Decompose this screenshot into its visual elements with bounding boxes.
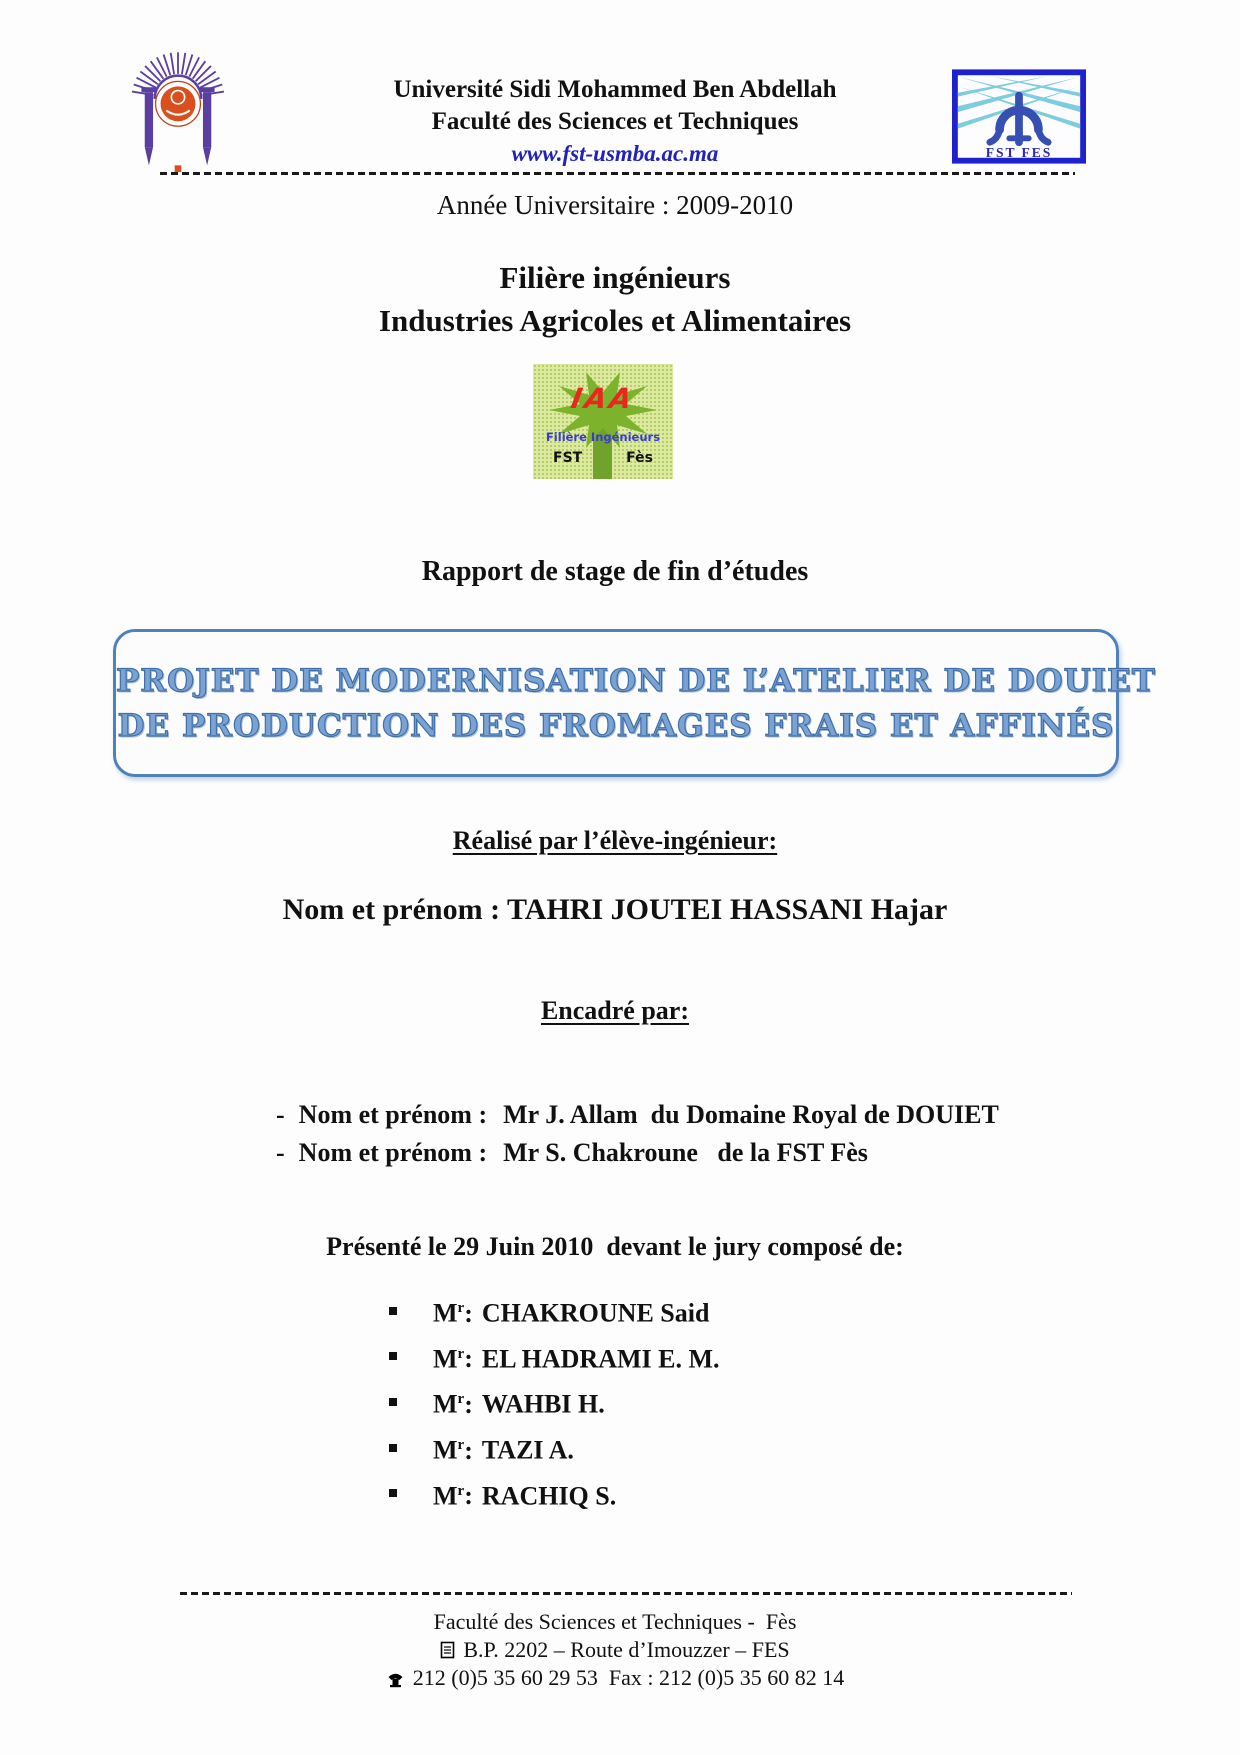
iaa-caption: Filière Ingénieurs <box>545 430 661 444</box>
footer <box>0 1608 1230 1692</box>
mail-icon <box>440 1641 455 1659</box>
footer-address-row <box>0 1636 1230 1664</box>
jury-prefix: M <box>433 1298 458 1328</box>
iaa-bottom-labels <box>533 450 673 466</box>
jury-intro: Présenté le 29 Juin 2010 devant le jury composé de: <box>326 1232 904 1261</box>
supervisor-value: Mr S. Chakroune de la FST Fès <box>503 1138 868 1167</box>
jury-member-name: TAZI A. <box>481 1435 574 1465</box>
iaa-fst-label: FST <box>553 450 583 466</box>
jury-member-name: WAHBI H. <box>481 1389 605 1419</box>
jury-member-name: CHAKROUNE Said <box>481 1298 710 1328</box>
iaa-fes-label: Fès <box>626 450 653 466</box>
dash-marker: - <box>276 1100 285 1129</box>
bullet-square-icon <box>389 1444 397 1452</box>
jury-member <box>389 1379 720 1425</box>
jury-list <box>389 1288 720 1516</box>
iaa-logo <box>533 364 673 479</box>
jury-separator: : <box>464 1344 473 1374</box>
jury-separator: : <box>464 1389 473 1419</box>
footer-address: B.P. 2202 – Route d’Imouzzer – FES <box>463 1637 790 1662</box>
footer-divider <box>180 1592 1072 1595</box>
jury-prefix: M <box>433 1435 458 1465</box>
report-title-line2: DE PRODUCTION DES FROMAGES FRAIS ET AFFINÉS <box>117 707 1115 744</box>
jury-separator: : <box>464 1435 473 1465</box>
dash-marker: - <box>276 1138 285 1167</box>
supervisors-list <box>276 1096 999 1172</box>
bullet-square-icon <box>389 1307 397 1315</box>
faculty-name: Faculté des Sciences et Techniques <box>431 108 799 135</box>
jury-prefix: M <box>433 1389 458 1419</box>
title-box <box>113 629 1156 777</box>
bullet-square-icon <box>389 1489 397 1497</box>
jury-prefix: M <box>433 1344 458 1374</box>
jury-member <box>389 1425 720 1471</box>
iaa-acronym: IAA <box>568 382 638 415</box>
jury-member <box>389 1288 720 1334</box>
jury-separator: : <box>464 1481 473 1511</box>
bullet-square-icon <box>389 1398 397 1406</box>
fst-logo-caption: FST FES <box>985 144 1053 160</box>
university-name: Université Sidi Mohammed Ben Abdellah <box>393 76 837 103</box>
jury-prefix-sup: r <box>457 1345 465 1362</box>
bullet-square-icon <box>389 1352 397 1360</box>
program-line1: Filière ingénieurs <box>499 260 731 295</box>
website-link[interactable]: www.fst-usmba.ac.ma <box>511 141 719 166</box>
supervisor-value: Mr J. Allam du Domaine Royal de DOUIET <box>503 1100 999 1129</box>
jury-prefix-sup: r <box>457 1482 465 1499</box>
fst-fes-logo <box>952 68 1086 165</box>
academic-year: Année Universitaire : 2009-2010 <box>436 190 794 220</box>
jury-member <box>389 1334 720 1380</box>
jury-separator: : <box>464 1298 473 1328</box>
phone-icon <box>386 1669 405 1688</box>
jury-member-name: EL HADRAMI E. M. <box>481 1344 720 1374</box>
author-name-line: Nom et prénom : TAHRI JOUTEI HASSANI Hajar <box>282 893 948 926</box>
supervisor-label: Nom et prénom : <box>298 1100 488 1129</box>
footer-phone: 212 (0)5 35 60 29 53 Fax : 212 (0)5 35 60 82 14 <box>412 1665 845 1690</box>
jury-member-name: RACHIQ S. <box>481 1481 617 1511</box>
header-divider <box>160 172 1075 175</box>
jury-prefix-sup: r <box>457 1436 465 1453</box>
footer-phone-row <box>0 1664 1230 1692</box>
jury-member <box>389 1471 720 1517</box>
supervisor-label: Nom et prénom : <box>298 1138 488 1167</box>
jury-prefix: M <box>433 1481 458 1511</box>
footer-faculty-line: Faculté des Sciences et Techniques - Fès <box>433 1609 797 1634</box>
report-title-line1: PROJET DE MODERNISATION DE L’ATELIER DE DOUIET <box>116 662 1156 699</box>
supervisors-heading: Encadré par: <box>540 996 690 1025</box>
report-type-title: Rapport de stage de fin d’études <box>421 556 809 587</box>
jury-prefix-sup: r <box>457 1300 465 1316</box>
jury-prefix-sup: r <box>457 1391 465 1408</box>
author-heading: Réalisé par l’élève-ingénieur: <box>452 826 778 855</box>
supervisor-item <box>276 1134 999 1172</box>
program-line2: Industries Agricoles et Alimentaires <box>378 303 852 338</box>
supervisor-item <box>276 1096 999 1134</box>
